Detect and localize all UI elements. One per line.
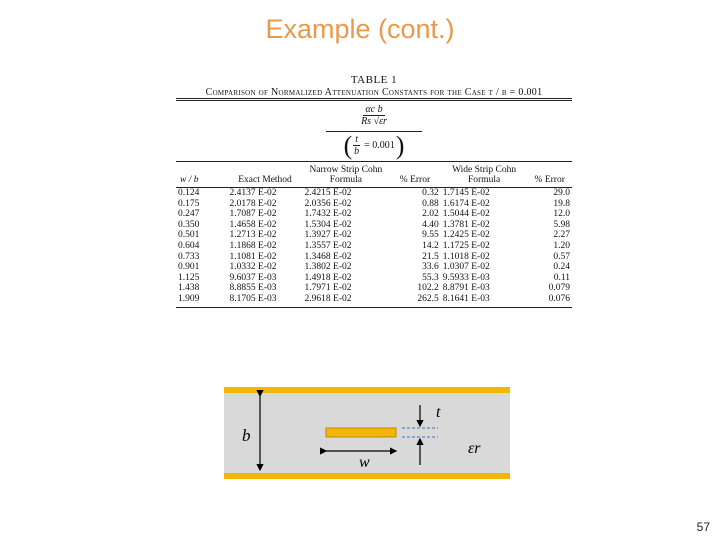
attenuation-table — [176, 74, 572, 308]
stripline-diagram — [222, 385, 512, 483]
table-cell: 8.8855 E-03 — [229, 283, 277, 294]
table-cell: 21.5 — [422, 251, 439, 262]
table-cell: 1.909 — [178, 293, 200, 304]
table-cell: 0.11 — [553, 272, 570, 283]
table-cell: 1.7432 E-02 — [304, 209, 352, 220]
column-header: Exact Method — [238, 175, 292, 185]
attenuation-formula — [176, 101, 572, 131]
column-header: Narrow Strip Cohn Formula — [309, 165, 383, 185]
table-cell: 2.0178 E-02 — [229, 198, 277, 209]
table-caption: Comparison of Normalized Attenuation Constants for the Case t / b = 0.001 — [205, 87, 543, 98]
table-row — [176, 273, 572, 284]
column-header: w / b — [180, 175, 199, 185]
top-ground-plane — [224, 387, 510, 393]
table-cell: 29.0 — [553, 188, 570, 198]
table-cell: 262.5 — [417, 293, 439, 304]
table-cell: 19.8 — [553, 198, 570, 209]
table-cell: 102.2 — [417, 283, 439, 294]
b-label: b — [242, 426, 251, 445]
table-cell: 1.2425 E-02 — [442, 230, 490, 241]
table-cell: 4.40 — [422, 219, 439, 230]
table-cell: 0.247 — [178, 209, 200, 220]
table-cell: 1.4918 E-02 — [304, 272, 352, 283]
table-cell: 1.3468 E-02 — [304, 251, 352, 262]
formula-numerator: αc b — [365, 104, 383, 115]
table-heading: TABLE 1 — [350, 74, 398, 86]
table-cell: 0.076 — [548, 293, 570, 304]
table-cell: 1.7145 E-02 — [442, 188, 490, 198]
table-cell: 0.733 — [178, 251, 200, 262]
table-cell: 1.3802 E-02 — [304, 262, 352, 273]
condition-numerator: t — [355, 134, 359, 145]
table-cell: 8.1705 E-03 — [229, 293, 277, 304]
table-cell: 1.438 — [178, 283, 200, 294]
right-paren: ) — [395, 130, 405, 160]
table-cell: 9.55 — [422, 230, 439, 241]
table-cell: 9.6037 E-03 — [229, 272, 277, 283]
table-cell: 1.0332 E-02 — [229, 262, 277, 273]
table-cell: 9.5933 E-03 — [442, 272, 490, 283]
table-row — [176, 283, 572, 294]
table-cell: 1.7087 E-02 — [229, 209, 277, 220]
table-cell: 33.6 — [422, 262, 439, 273]
table-cell: 2.4137 E-02 — [229, 188, 277, 198]
page-number: 57 — [696, 520, 710, 534]
table-cell: 0.88 — [422, 198, 439, 209]
table-cell: 0.501 — [178, 230, 200, 241]
table-row — [176, 230, 572, 241]
table-cell: 1.3781 E-02 — [442, 219, 490, 230]
table-cell: 0.604 — [178, 240, 200, 251]
table-cell: 2.0356 E-02 — [304, 198, 352, 209]
bottom-ground-plane — [224, 473, 510, 479]
table-cell: 2.9618 E-02 — [304, 293, 352, 304]
table-cell: 1.6174 E-02 — [442, 198, 490, 209]
table-cell: 0.901 — [178, 262, 200, 273]
table-row — [176, 209, 572, 220]
table-cell: 1.2713 E-02 — [229, 230, 277, 241]
table-cell: 1.1081 E-02 — [229, 251, 277, 262]
table-cell: 0.124 — [178, 188, 200, 198]
table-cell: 55.3 — [422, 272, 439, 283]
condition-expression — [176, 132, 572, 161]
table-cell: 0.57 — [553, 251, 570, 262]
table-row — [176, 262, 572, 273]
w-label: w — [359, 454, 370, 471]
t-label: t — [436, 404, 441, 421]
table-cell: 1.1725 E-02 — [442, 240, 490, 251]
table-bottom-rule — [176, 307, 572, 308]
table-cell: 0.175 — [178, 198, 200, 209]
table-cell: 0.24 — [553, 262, 570, 273]
left-paren: ( — [343, 130, 353, 160]
table-cell: 1.3557 E-02 — [304, 240, 352, 251]
table-row — [176, 188, 572, 199]
table-cell: 1.7971 E-02 — [304, 283, 352, 294]
slide-title: Example (cont.) — [265, 14, 455, 44]
table-row — [176, 294, 572, 305]
table-cell: 12.0 — [553, 209, 570, 220]
condition-value: = 0.001 — [364, 140, 395, 151]
table-cell: 1.0307 E-02 — [442, 262, 490, 273]
table-cell: 1.20 — [553, 240, 570, 251]
table-cell: 8.1641 E-03 — [442, 293, 490, 304]
center-strip-conductor — [326, 428, 396, 437]
stripline-figure — [222, 385, 512, 483]
table-cell: 8.8791 E-03 — [442, 283, 490, 294]
column-header: % Error — [534, 175, 565, 185]
table-cell: 1.1018 E-02 — [442, 251, 490, 262]
table-cell: 0.32 — [422, 188, 439, 198]
table-cell: 5.98 — [553, 219, 570, 230]
formula-denominator: Rs √εr — [361, 116, 387, 127]
table-cell: 0.079 — [548, 283, 570, 294]
table-row — [176, 220, 572, 231]
condition-denominator: b — [354, 146, 360, 157]
table-cell: 1.1868 E-02 — [229, 240, 277, 251]
table-row — [176, 241, 572, 252]
table-cell: 1.5044 E-02 — [442, 209, 490, 220]
column-header: % Error — [399, 175, 431, 185]
table-cell: 1.4658 E-02 — [229, 219, 277, 230]
table-row — [176, 199, 572, 210]
data-table — [176, 162, 572, 308]
table-cell: 2.27 — [553, 230, 570, 241]
table-cell: 1.125 — [178, 272, 200, 283]
permittivity-label: εr — [468, 440, 481, 457]
table-header-row — [176, 162, 572, 187]
table-cell: 2.02 — [422, 209, 439, 220]
table-cell: 0.350 — [178, 219, 200, 230]
table-body — [176, 188, 572, 305]
table-cell: 1.5304 E-02 — [304, 219, 352, 230]
table-cell: 14.2 — [422, 240, 439, 251]
table-cell: 1.3927 E-02 — [304, 230, 352, 241]
table-row — [176, 252, 572, 263]
column-header: Wide Strip Cohn Formula — [452, 165, 517, 185]
table-cell: 2.4215 E-02 — [304, 188, 352, 198]
